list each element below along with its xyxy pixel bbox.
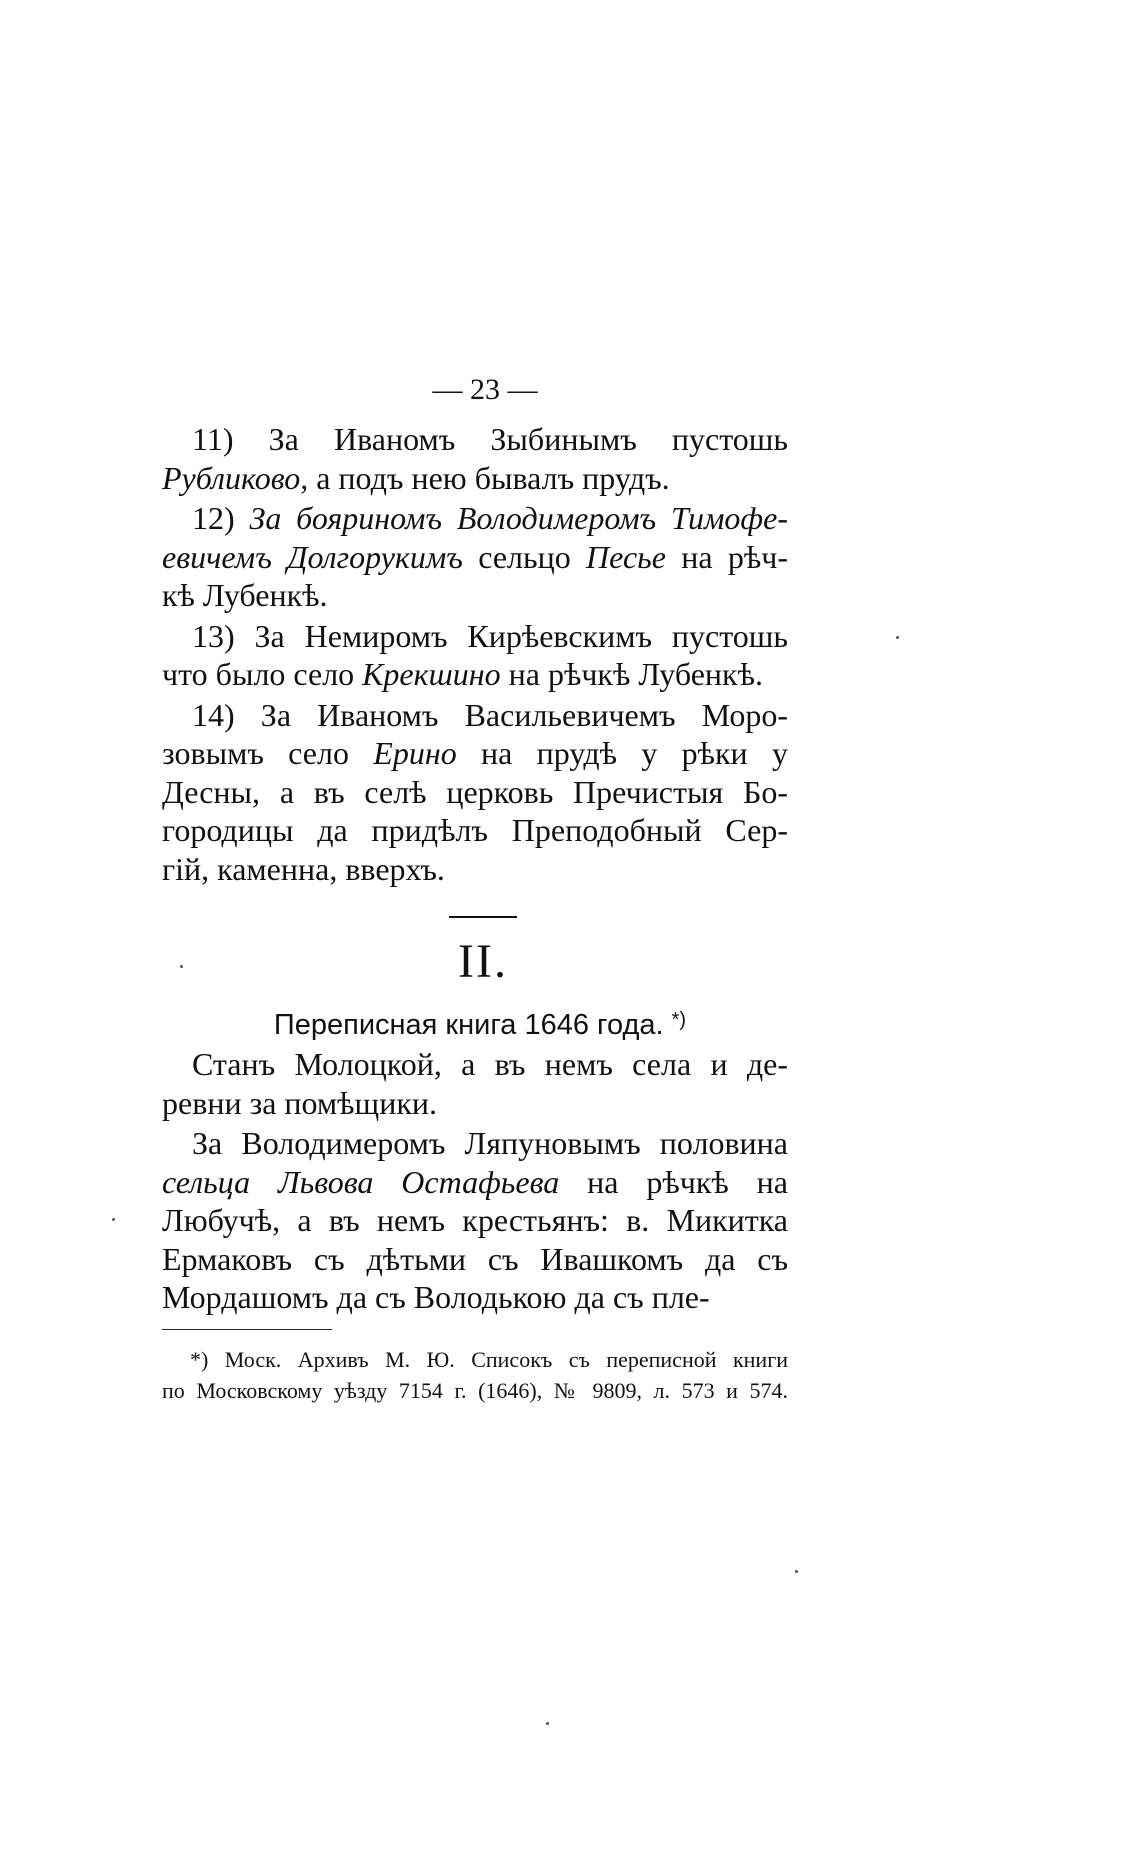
footnote-line: *) Моск. Архивъ М. Ю. Списокъ съ переписной книги	[190, 1346, 788, 1372]
text-segment: Любучѣ, а въ немъ крестьянъ: в. Микитка	[162, 1202, 788, 1238]
text-line	[162, 1084, 788, 1123]
text-segment: сельцо	[462, 538, 587, 575]
text-segment: Десны, а въ селѣ церковь Пречистыя Бо-	[162, 773, 788, 810]
entry-paragraph	[162, 696, 788, 889]
text-line	[162, 1240, 788, 1279]
text-line	[162, 420, 788, 459]
text-line	[162, 1045, 788, 1084]
text-segment: 12)	[192, 500, 250, 536]
italic-name: сельца Львова Остафьева	[162, 1163, 560, 1200]
text-segment: Мордашомъ да съ Володькою да съ пле-	[162, 1279, 710, 1315]
text-line	[162, 773, 788, 812]
text-segment: 13) За Немиромъ Кирѣевскимъ пустошь	[192, 617, 788, 654]
text-segment: 14) За Иваномъ Васильевичемъ Моро-	[192, 696, 788, 733]
text-segment: на прудѣ у рѣки у	[456, 735, 789, 771]
paper-speck	[180, 965, 183, 968]
text-segment: 11) За Иваномъ Зыбинымъ пустошь	[192, 421, 788, 457]
italic-name: Рубликово,	[162, 459, 309, 496]
text-segment: кѣ Лубенкѣ.	[162, 577, 328, 613]
text-line	[162, 499, 788, 538]
entry-paragraph	[162, 420, 788, 497]
text-segment: зовымъ село	[162, 735, 374, 771]
text-line	[162, 1278, 788, 1317]
text-line	[162, 617, 788, 656]
footnote	[162, 1344, 788, 1406]
text-line	[162, 1163, 788, 1202]
text-line	[162, 538, 788, 577]
entry-paragraph	[162, 499, 788, 615]
section-numeral: II.	[458, 935, 508, 988]
entries-list	[162, 420, 788, 888]
text-segment: на рѣчкѣ на	[559, 1163, 789, 1200]
paper-speck	[795, 1570, 798, 1573]
text-segment: что было село	[162, 656, 363, 692]
section-title	[172, 1000, 788, 1045]
text-segment: городицы да придѣлъ Преподобный Сер-	[162, 812, 788, 848]
text-line	[162, 696, 788, 735]
text-segment: Ермаковъ съ дѣтьми съ Ивашкомъ да съ	[162, 1240, 788, 1277]
entry-paragraph	[162, 617, 788, 694]
paper-speck	[546, 1722, 549, 1725]
italic-name: Ерино	[373, 735, 457, 771]
page-number: — 23 —	[432, 373, 538, 406]
text-line	[162, 850, 788, 889]
italic-name: Песье	[586, 538, 666, 575]
entry-paragraph	[162, 1124, 788, 1317]
text-segment: За Володимеромъ Ляпуновымъ половина	[192, 1125, 788, 1161]
section-entries-list	[162, 1045, 788, 1317]
footnote-line: по Московскому уѣзду 7154 г. (1646), № 9809, л. 573 и 574.	[162, 1377, 788, 1403]
section-title-text: Переписная книга 1646 года.	[273, 1009, 664, 1041]
text-line	[162, 1124, 788, 1163]
footnote-rule	[162, 1329, 332, 1330]
text-segment: Станъ Молоцкой, а въ немъ села и де-	[192, 1046, 788, 1082]
footnote-marker: *)	[671, 1009, 687, 1031]
text-segment: ревни за помѣщики.	[162, 1084, 437, 1121]
text-line	[162, 459, 788, 498]
paper-speck	[112, 1218, 115, 1221]
text-line	[162, 655, 788, 694]
book-page	[162, 360, 788, 1406]
text-line	[162, 576, 788, 615]
text-segment: а подъ нею бывалъ прудъ.	[308, 459, 670, 496]
italic-name: евичемъ Долгорукимъ	[162, 538, 463, 575]
section-divider	[449, 916, 517, 918]
italic-name: За бояриномъ Володимеромъ Тимофе-	[249, 500, 789, 536]
entry-paragraph	[162, 1045, 788, 1122]
text-segment: на рѣч-	[665, 538, 789, 575]
text-line	[162, 811, 788, 850]
paper-speck	[896, 636, 899, 639]
text-line	[162, 1201, 788, 1240]
text-line	[162, 734, 788, 773]
italic-name: Крекшино	[362, 656, 501, 692]
text-segment: на рѣчкѣ Лубенкѣ.	[500, 656, 763, 692]
text-segment: гій, каменна, вверхъ.	[162, 850, 445, 887]
